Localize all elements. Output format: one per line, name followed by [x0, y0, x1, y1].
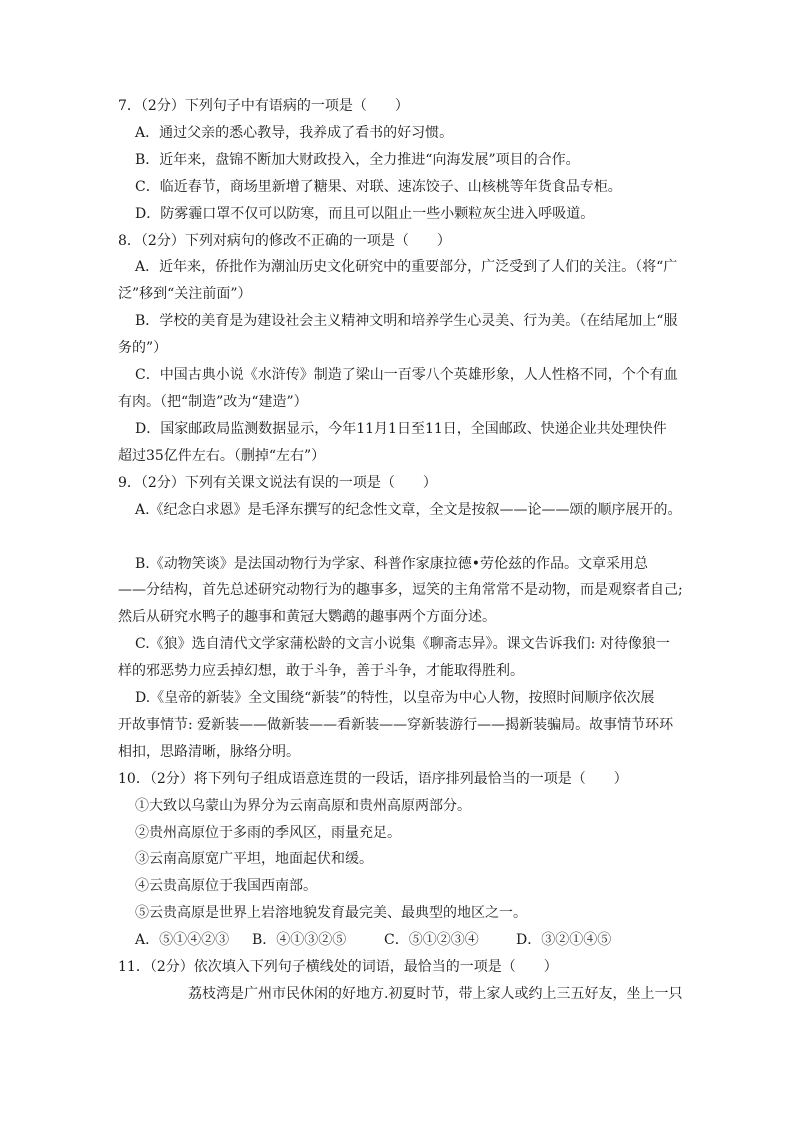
q7-stem: 7．（2分）下列句子中有语病的一项是（ ） — [118, 98, 409, 114]
q10-sentence-2: ②贵州高原位于多雨的季风区，雨量充足。 — [135, 824, 401, 841]
q10-sentence-3: ③云南高原宽广平坦，地面起伏和缓。 — [135, 851, 373, 868]
q10-choice-b: B．④①③②⑤ — [252, 932, 347, 949]
q8-option-c-cont: 有肉。（把“制造”改为“建造”） — [118, 393, 308, 410]
blank-line — [118, 524, 678, 551]
q9-option-d-cont1: 开故事情节: 爱新装——做新装——看新装——穿新装游行——揭新装骗局。故事情节环环 — [118, 716, 674, 733]
q8-stem: 8．（2分）下列对病句的修改不正确的一项是（ ） — [118, 232, 451, 249]
q11-passage: 荔枝湾是广州市民休闲的好地方.初夏时节，带上家人或约上三五好友，坐上一只 — [188, 986, 683, 1002]
q9-option-c-cont: 样的邪恶势力应丢掉幻想，敢于斗争，善于斗争，才能取得胜利。 — [118, 663, 524, 680]
q10-choice-c: C．⑤①②③④ — [384, 932, 479, 949]
q9-stem: 9．（2分）下列有关课文说法有误的一项是（ ） — [118, 474, 437, 491]
q10-sentence-1: ①大致以乌蒙山为界分为云南高原和贵州高原两部分。 — [135, 797, 471, 814]
q11-stem: 11．（2分）依次填入下列句子横线处的词语，最恰当的一项是（ ） — [118, 959, 558, 976]
q8-option-c: C．中国古典小说《水浒传》制造了梁山一百零八个英雄形象，人人性格不同，个个有血 — [135, 367, 678, 384]
q7-option-b: B．近年来，盘锦不断加大财政投入，全力推进“向海发展”项目的合作。 — [135, 151, 580, 168]
q10-sentence-4: ④云贵高原位于我国西南部。 — [135, 878, 317, 895]
q9-option-b-cont1: ——分结构，首先总述研究动物行为的趣事多，逗笑的主角常常不是动物，而是观察者自己; — [118, 582, 683, 599]
q7-option-a: A．通过父亲的悉心教导，我养成了看书的好习惯。 — [135, 124, 454, 141]
q8-option-d-cont: 超过35亿件左右。（删掉“左右”） — [118, 447, 326, 464]
q10-sentence-5: ⑤云贵高原是世界上岩溶地貌发育最完美、最典型的地区之一。 — [135, 905, 527, 922]
q7-option-c: C．临近春节，商场里新增了糖果、对联、速冻饺子、山核桃等年货食品专柜。 — [135, 178, 622, 195]
q8-option-a: A．近年来，侨批作为潮汕历史文化研究中的重要部分，广泛受到了人们的关注。（将“广 — [135, 259, 678, 276]
q10-choices — [118, 927, 678, 954]
q8-option-b: B．学校的美育是为建设社会主义精神文明和培养学生心灵美、行为美。（在结尾加上“服 — [135, 313, 678, 330]
q8-option-a-cont: 泛”移到“关注前面”） — [118, 286, 252, 303]
q9-option-a: A.《纪念白求恩》是毛泽东撰写的纪念性文章，全文是按叙——论——颂的顺序展开的。 — [135, 501, 682, 518]
q10-choice-d: D．③②①④⑤ — [516, 932, 612, 949]
q9-option-b-cont2: 然后从研究水鸭子的趣事和黄冠大鹦鹉的趣事两个方面分述。 — [118, 609, 496, 626]
question-list — [118, 93, 683, 1008]
q10-choice-a: A．⑤①④②③ — [135, 932, 230, 949]
q9-option-b: B.《动物笑谈》是法国动物行为学家、科普作家康拉德•劳伦兹的作品。文章采用总 — [135, 555, 648, 572]
q7-option-d: D．防雾霾口罩不仅可以防寒，而且可以阻止一些小颗粒灰尘进入呼吸道。 — [135, 205, 595, 222]
q9-option-d: D.《皇帝的新装》全文围绕“新装”的特性，以皇帝为中心人物，按照时间顺序依次展 — [135, 690, 655, 707]
q9-option-c: C.《狼》选自清代文学家蒲松龄的文言小说集《聊斋志异》。课文告诉我们: 对待像狼一 — [135, 636, 670, 653]
q8-option-b-cont: 务的”） — [118, 340, 168, 357]
q9-option-d-cont2: 相扣，思路清晰，脉络分明。 — [118, 743, 300, 760]
q10-stem: 10．（2分）将下列句子组成语意连贯的一段话，语序排列最恰当的一项是（ ） — [118, 770, 628, 787]
q8-option-d: D．国家邮政局监测数据显示，今年11月1日至11日，全国邮政、快递企业共处理快件 — [135, 420, 667, 437]
